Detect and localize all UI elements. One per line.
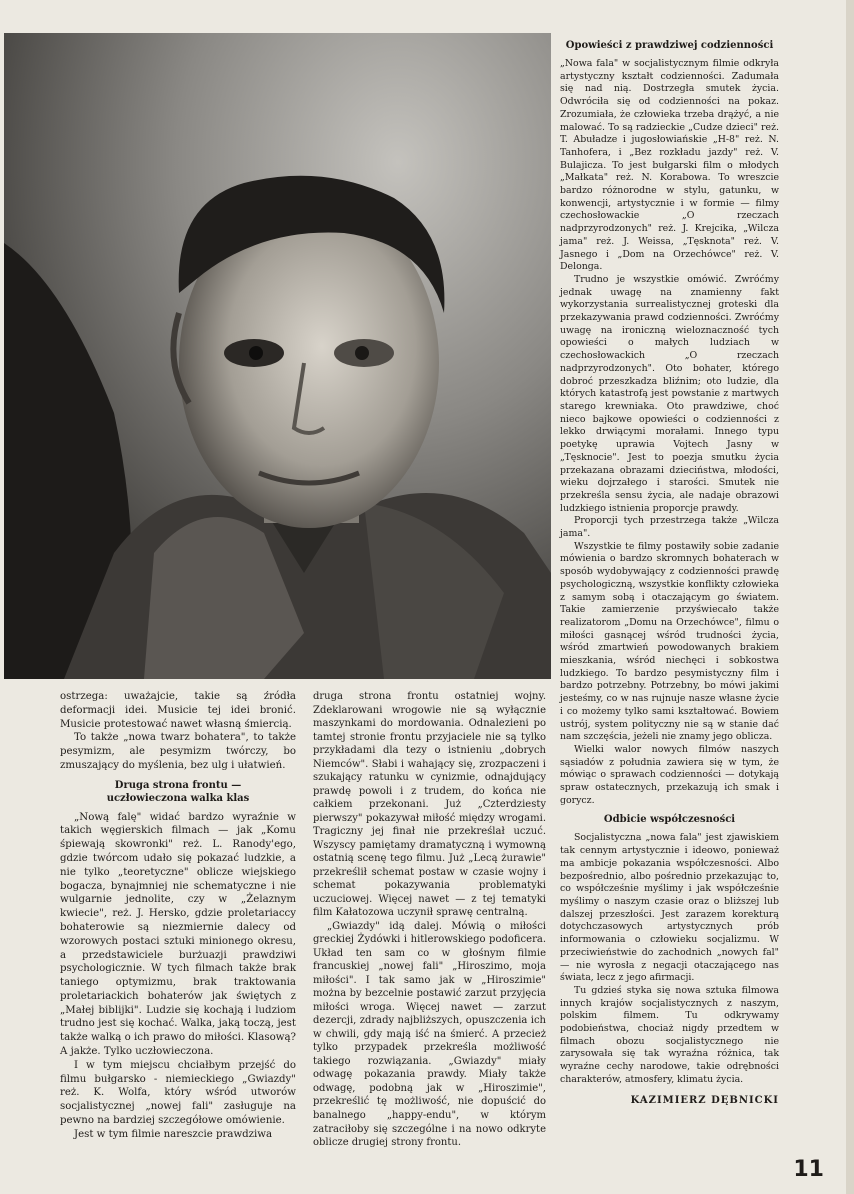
portrait-photo <box>4 33 551 679</box>
right-paragraph-3: Proporcji tych przestrzega także „Wilcza jama". <box>560 515 779 540</box>
right-paragraph-1: „Nowa fala" w socjalistycznym filmie odkryła artystyczny kształt codzienności. Zadumała się nad nią. Dostrzegła smutek życia. Odwróciła się od codzienności na pokaz. Zrozumiała, że człowieka trzeba drążyć, a nie malować. To są radzieckie „Cudze dzieci" reż. T. Abuładze i jugosłowiańskie „H-8" reż. N. Tanhofera, i „Bez rozkładu jazdy" reż. V. Bulajicza. To jest bułgarski film o młodych „Małkata" reż. N. Korabowa. To wreszcie bardzo różnorodne w stylu, gatunku, w konwencji, artystycznie i w formie — filmy czechosłowackie „O rzeczach nadprzyrodzonych" reż. J. Krejcika, „Wilcza jama" reż. J. Weissa, „Tęsknota" reż. V. Jasnego i „Dom na Orzechówce" reż. V. Delonga. <box>560 58 779 273</box>
right-paragraph-7: Tu gdzieś styka się nowa sztuka filmowa innych krajów socjalistycznych z naszym, polskim filmem. Tu odkrywamy podobieństwa, chociaż nigdy przedtem w filmach obozu socjalistycznego nie zarysowała się tak wyraźna różnica, tak wyraźne cechy narodowe, takie odrębności charakterów, atmosfery, klimatu życia. <box>560 984 779 1085</box>
portrait-illustration <box>4 33 551 679</box>
middle-paragraph-1: druga strona frontu ostatniej wojny. Zdeklarowani wrogowie nie są wyłącznie maszynkami do mordowania. Odnalezieni po tamtej stronie frontu przyjaciele nie są tylko przykładami dla tezy o istnieniu „dobrych Niemców". Słabi i wahający się, zrozpaczeni i szukający ratunku w cynizmie, odnajdujący prawdę powoli i z trudem, do końca nie całkiem przekonani. Już „Czterdziesty pierwszy" pokazywał miłość między wrogami. Tragiczny jej finał nie przekreślał uczuć. Wszyscy pamiętamy dramatyczną i wymowną ostatnią scenę tego filmu. Już „Lecą żurawie" przekreślił schemat postaw w czasie wojny i schemat pokazywania problematyki uczuciowej. Więcej nawet — z tej tematyki film Kałatozowa uczynił sprawę centralną. <box>313 691 546 919</box>
left-paragraph-1: ostrzega: uważajcie, takie są źródła deformacji idei. Musicie tej idei bronić. Musicie protestować nawet własną śmiercią. <box>60 691 296 730</box>
section-heading-front <box>60 779 296 805</box>
middle-paragraph-2: „Gwiazdy" idą dalej. Mówią o miłości greckiej Żydówki i hitlerowskiego podoficera. Układ ten sam co w głośnym filmie francuskiej „nowej fali" „Hiroszimo, moja miłości". I tak samo jak w „Hiroszimie" można by bezcelnie postawić zarzut przyjęcia miłości wroga. Więcej nawet — zarzut dezercji, zdrady najbliższych, opuszczenia ich w chwili, gdy mają iść na śmierć. A przecież tylko przypadek przekreśla możliwość takiego rozwiązania. „Gwiazdy" miały odwagę pokazania prawdy. Miały także odwagę, podobną jak w „Hiroszimie", przekreślić tę możliwość, nie dopuścić do banalnego „happy-endu", w którym zatraciłoby się szczególne i na nowo odkryte oblicze drugiej strony frontu. <box>313 920 546 1149</box>
right-paragraph-2: Trudno je wszystkie omówić. Zwróćmy jednak uwagę na znamienny fakt wykorzystania surrealistycznej groteski dla przekazywania prawd codzienności. Zwróćmy uwagę na ironiczną wieloznaczność tych opowieści o małych ludziach w czechosłowackich „O rzeczach nadprzyrodzonych". Oto bohater, którego dobroć przeszkadza bliźnim; oto ludzie, dla których katastrofą jest powstanie z martwych starego krewniaka. Oto prawdziwe, choć nieco bajkowe opowieści o codzienności z lekko drwiącymi morałami. Innego typu poetykę uprawia Vojtech Jasny w „Tęsknocie". Jest to poezja smutku życia przekazana obrazami dzieciństwa, młodości, wieku dojrzałego i starości. Smutek nie przekreśla sensu życia, ale nadaje obrazowi ludzkiego istnienia proporcje prawdy. <box>560 273 779 514</box>
right-column <box>560 33 779 1107</box>
page-number: 11 <box>793 1157 824 1182</box>
page-edge <box>846 0 854 1194</box>
section-heading-reflection: Odbicie współczesności <box>603 814 736 826</box>
right-paragraph-6: Socjalistyczna „nowa fala" jest zjawiskiem tak cennym artystycznie i ideowo, ponieważ ma ambicje pokazania współczesności. Albo bezpośrednio, albo pośrednio przekazując to, co współcześnie myślimy i jak współcześnie myślimy o naszym czasie oraz o bliższej lub dalszej przeszłości. Jest zarazem korekturą dotychczasowych artystycznych prób informowania o człowieku socjalizmu. W przeciwieństwie do zachodnich „nowych fal" — nie wyrosła z negacji otaczającego nas świata, lecz z jego afirmacji. <box>560 832 779 984</box>
left-paragraph-2: To także „nowa twarz bohatera", to także pesymizm, ale pesymizm twórczy, bo zmuszający do myślenia, bez ulg i ułatwień. <box>60 732 296 771</box>
right-paragraph-4: Wszystkie te filmy postawiły sobie zadanie mówienia o bardzo skromnych bohaterach w sposób wydobywający z codzienności prawdę psychologiczną, wszystkie konflikty człowieka z samym sobą i otaczającym go światem. Takie zamierzenie przyświecało także realizatorom „Domu na Orzechówce", filmu o miłości gasnącej wśród trudności życia, wśród zmartwień powodowanych brakiem mieszkania, wśród niechęci i sobkostwa ludzkiego. To bardzo pesymistyczny film i bardzo potrzebny. Potrzebny, bo mówi jakimi jesteśmy, co w nas rujnuje nasze własne życie i co możemy tylko sami kształtować. Bowiem ustrój, system polityczny nie są w stanie dać nam szczęścia, jeżeli nie znamy jego oblicza. <box>560 540 779 743</box>
section-heading-front-line2: uczłowieczona walka klas <box>106 792 250 804</box>
middle-column <box>313 690 546 1150</box>
left-paragraph-5: Jest w tym filmie nareszcie prawdziwa <box>74 1128 273 1140</box>
left-column <box>60 690 296 1141</box>
right-paragraph-5: Wielki walor nowych filmów naszych sąsiadów z południa zawiera się w tym, że mówiąc o sprawach codzienności — dotykają spraw ostatecznych, przekazują ich smak i gorycz. <box>560 743 779 806</box>
left-paragraph-4: I w tym miejscu chciałbym przejść do filmu bułgarsko - niemieckiego „Gwiazdy" reż. K. Wolfa, który wśród utworów socjalistycznej „nowej fali" zasługuje na pewno na bardziej szczegółowe omówienie. <box>60 1059 296 1126</box>
left-paragraph-3: „Nową falę" widać bardzo wyraźnie w takich węgierskich filmach — jak „Komu śpiewają skowronki" reż. L. Ranody'ego, gdzie twórcom udało się pokazać ludzkie, a nie tylko „teoretyczne" oblicze wiejskiego bogacza, bynajmniej nie schematyczne i nie wulgarnie jednolite, czy w „Żelaznym kwiecie", reż. J. Hersko, gdzie proletariaccy bohaterowie są niezmiernie dalecy od wzorowych postaci sztuki minionego okresu, a przedstawiciele burżuazji prawdziwi psychologicznie. W tych filmach także brak taniego optymizmu, brak traktowania proletariackich bohaterów jak świętych z „Małej biblijki". Ludzie się kochają i ludziom trudno jest się kochać. Walka, jaką toczą, jest także walką o ich prawo do miłości. Klasową? A jakże. Tylko uczłowieczona. <box>60 811 296 1057</box>
section-heading-front-line1: Druga strona frontu — <box>114 779 242 791</box>
section-heading-stories: Opowieści z prawdziwej codzienności <box>565 40 774 51</box>
author-signature: KAZIMIERZ DĘBNICKI <box>630 1094 779 1106</box>
